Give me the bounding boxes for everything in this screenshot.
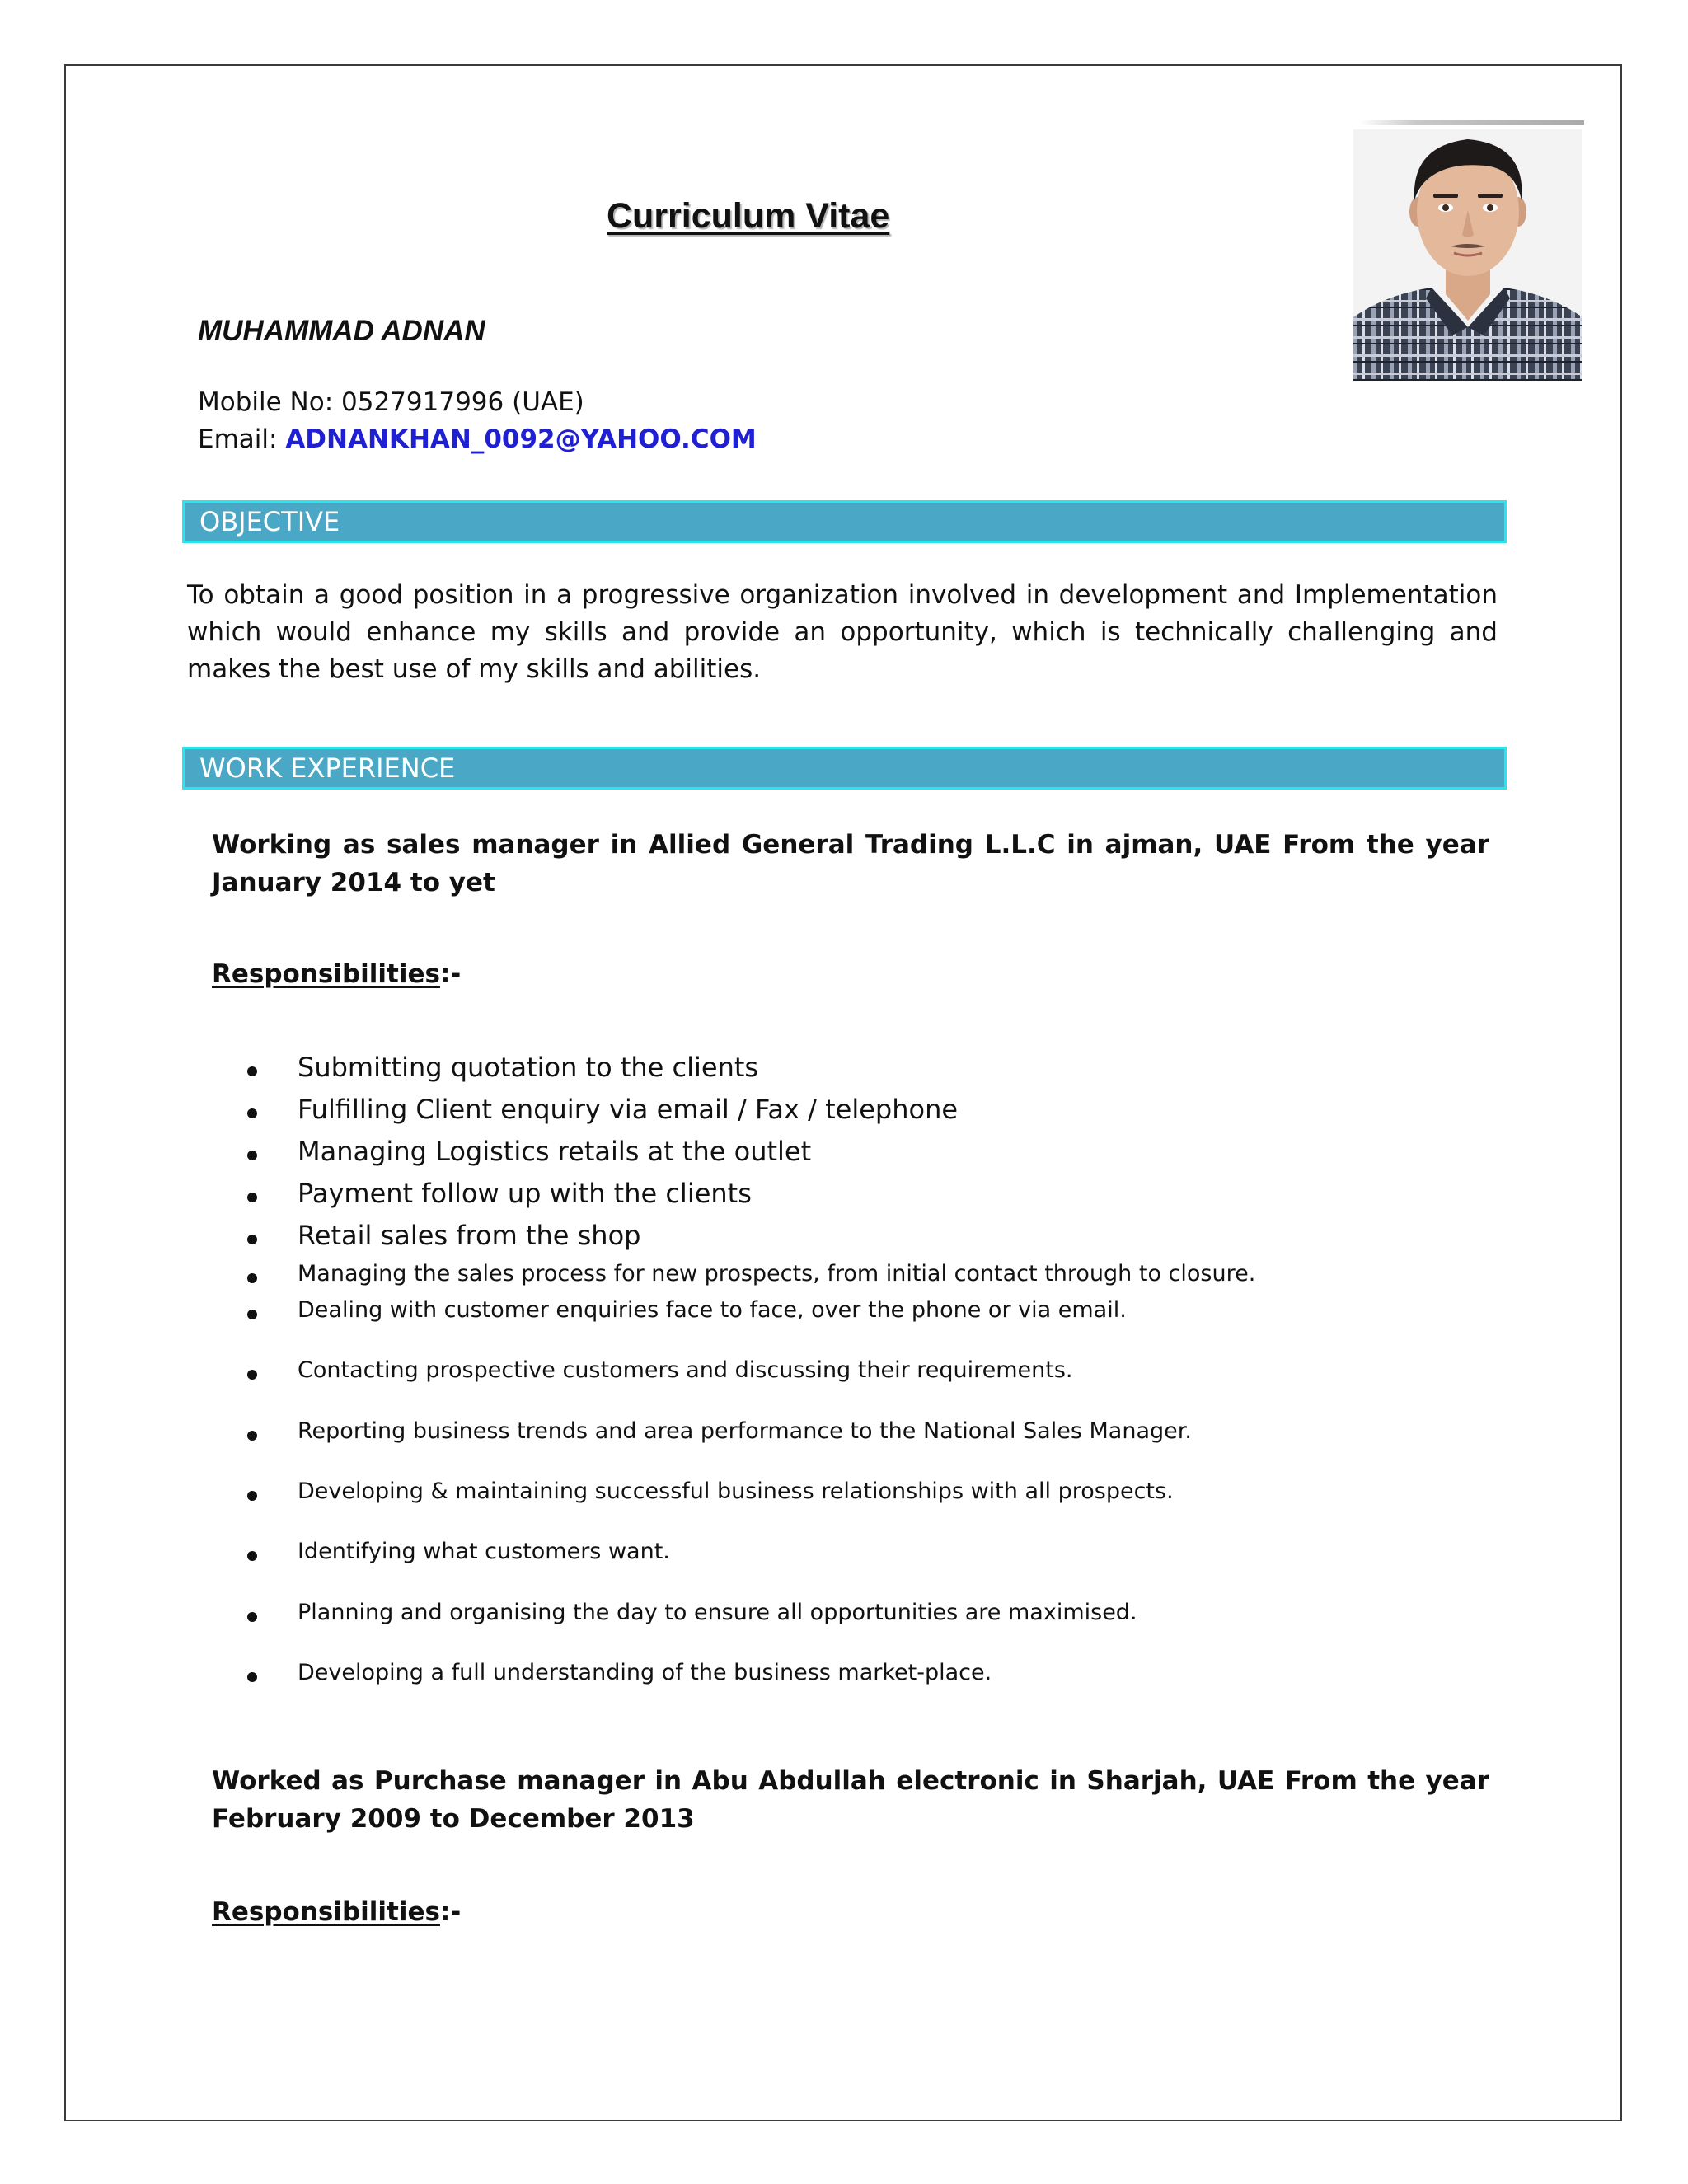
email-line	[198, 424, 757, 454]
list-item-text: Retail sales from the shop	[298, 1220, 641, 1251]
list-item-text: Developing a full understanding of the business market-place.	[298, 1660, 992, 1685]
photo-frame-line	[1360, 120, 1584, 125]
work-experience-heading: WORK EXPERIENCE	[182, 747, 1507, 790]
job-title-2: Worked as Purchase manager in Abu Abdullah electronic in Sharjah, UAE From the year February 2009 to December 2013	[212, 1766, 1489, 1834]
job-title-1: Working as sales manager in Allied General Trading L.L.C in ajman, UAE From the year January 2014 to yet	[212, 830, 1489, 898]
responsibilities-heading-2	[212, 1897, 461, 1927]
list-item-text: Dealing with customer enquiries face to face, over the phone or via email.	[298, 1297, 1127, 1323]
responsibilities-suffix: :-	[439, 1897, 462, 1927]
objective-text: To obtain a good position in a progressive organization involved in development and Implementation which would enhance my skills and provide an opportunity, which is technically challenging and makes the best use of my skills and abilities.	[187, 580, 1498, 684]
email-label: Email:	[198, 424, 278, 454]
document-title: Curriculum Vitae	[607, 196, 890, 236]
candidate-name: MUHAMMAD ADNAN	[198, 315, 485, 347]
profile-photo	[1353, 129, 1582, 381]
mobile-value: 0527917996 (UAE)	[341, 387, 584, 417]
list-item-text: Fulfilling Client enquiry via email / Fax / telephone	[298, 1094, 959, 1125]
list-item-text: Contacting prospective customers and discussing their requirements.	[298, 1357, 1073, 1383]
bullet-icon	[247, 1108, 257, 1118]
responsibilities-label: Responsibilities	[212, 1897, 440, 1927]
objective-heading: OBJECTIVE	[182, 500, 1507, 543]
responsibilities-suffix: :-	[439, 959, 462, 989]
list-item-text: Payment follow up with the clients	[298, 1178, 752, 1209]
bullet-icon	[247, 1273, 257, 1283]
bullet-icon	[247, 1431, 257, 1441]
bullet-icon	[247, 1672, 257, 1682]
list-item-text: Reporting business trends and area performance to the National Sales Manager.	[298, 1418, 1192, 1444]
list-item-text: Managing the sales process for new prospects, from initial contact through to closure.	[298, 1261, 1256, 1286]
responsibilities-label: Responsibilities	[212, 959, 440, 989]
bullet-icon	[247, 1491, 257, 1501]
list-item-text: Planning and organising the day to ensure all opportunities are maximised.	[298, 1600, 1137, 1625]
list-item-text: Identifying what customers want.	[298, 1539, 670, 1564]
bullet-icon	[247, 1612, 257, 1622]
mobile-label: Mobile No:	[198, 387, 334, 417]
bullet-icon	[247, 1370, 257, 1380]
list-item-text: Developing & maintaining successful business relationships with all prospects.	[298, 1479, 1174, 1504]
bullet-icon	[247, 1551, 257, 1561]
responsibilities-heading-1	[212, 959, 461, 989]
bullet-icon	[247, 1066, 257, 1076]
bullet-icon	[247, 1235, 257, 1244]
list-item-text: Managing Logistics retails at the outlet	[298, 1136, 812, 1167]
mobile-line	[198, 387, 584, 417]
email-link[interactable]: ADNANKHAN_0092@YAHOO.COM	[285, 424, 757, 454]
list-item-text: Submitting quotation to the clients	[298, 1052, 759, 1083]
bullet-icon	[247, 1193, 257, 1202]
bullet-icon	[247, 1151, 257, 1160]
bullet-icon	[247, 1310, 257, 1319]
